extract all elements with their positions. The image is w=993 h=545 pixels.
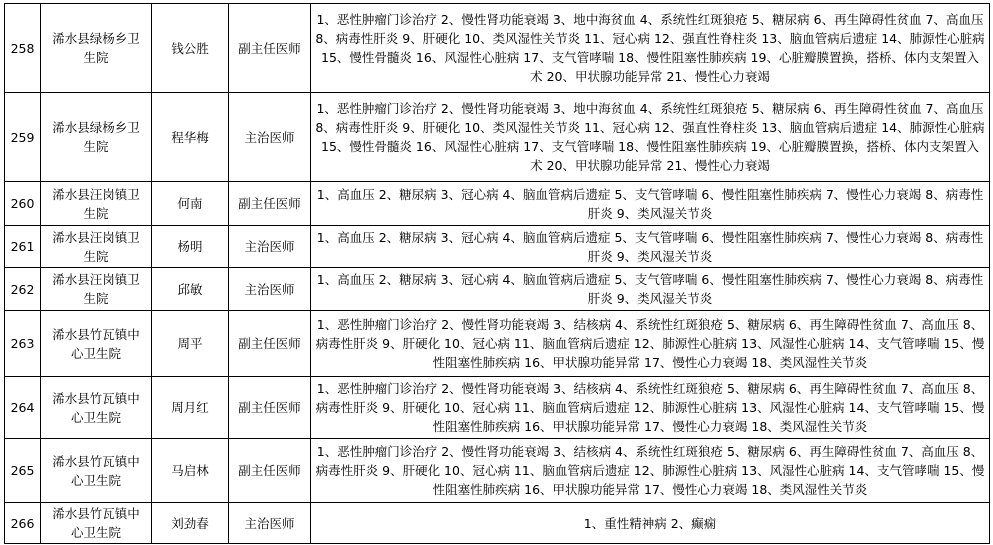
table-row: [5, 93, 990, 182]
table-row: [5, 226, 990, 268]
hospital-name: 浠水县绿杨乡卫生院: [41, 93, 152, 182]
hospital-name: 浠水县汪岗镇卫生院: [41, 226, 152, 268]
hospital-name: 浠水县汪岗镇卫生院: [41, 182, 152, 226]
specialty-list: 1、高血压 2、糖尿病 3、冠心病 4、脑血管病后遗症 5、支气管哮喘 6、慢性阻塞性肺疾病 7、慢性心力衰竭 8、病毒性肝炎 9、类风湿关节炎: [311, 182, 990, 226]
doctor-title: 副主任医师: [229, 377, 311, 439]
hospital-name: 浠水县竹瓦镇中心卫生院: [41, 439, 152, 503]
table-row: [5, 503, 990, 544]
hospital-name: 浠水县竹瓦镇中心卫生院: [41, 503, 152, 544]
row-number: 262: [5, 268, 41, 311]
hospital-name: 浠水县竹瓦镇中心卫生院: [41, 377, 152, 439]
table-row: [5, 439, 990, 503]
specialty-list: 1、恶性肿瘤门诊治疗 2、慢性肾功能衰竭 3、结核病 4、系统性红斑狼疮 5、糖尿病 6、再生障碍性贫血 7、高血压 8、病毒性肝炎 9、肝硬化 10、冠心病 11、脑血管病后遗症 12、肺源性心脏病 13、风湿性心脏病 14、支气管哮喘 15、慢性阻塞性肺疾病 16、甲状腺功能异常 17、慢性心力衰竭 18、类风湿性关节炎: [311, 377, 990, 439]
table-row: [5, 311, 990, 377]
table-row: [5, 4, 990, 93]
row-number: 263: [5, 311, 41, 377]
specialty-list: 1、恶性肿瘤门诊治疗 2、慢性肾功能衰竭 3、结核病 4、系统性红斑狼疮 5、糖尿病 6、再生障碍性贫血 7、高血压 8、病毒性肝炎 9、肝硬化 10、冠心病 11、脑血管病后遗症 12、肺源性心脏病 13、风湿性心脏病 14、支气管哮喘 15、慢性阻塞性肺疾病 16、甲状腺功能异常 17、慢性心力衰竭 18、类风湿性关节炎: [311, 439, 990, 503]
doctor-title: 主治医师: [229, 503, 311, 544]
doctor-name: 刘劲春: [152, 503, 229, 544]
doctor-title: 副主任医师: [229, 4, 311, 93]
row-number: 264: [5, 377, 41, 439]
doctor-title: 副主任医师: [229, 182, 311, 226]
hospital-name: 浠水县绿杨乡卫生院: [41, 4, 152, 93]
doctor-name: 马启林: [152, 439, 229, 503]
specialty-list: 1、恶性肿瘤门诊治疗 2、慢性肾功能衰竭 3、结核病 4、系统性红斑狼疮 5、糖尿病 6、再生障碍性贫血 7、高血压 8、病毒性肝炎 9、肝硬化 10、冠心病 11、脑血管病后遗症 12、肺源性心脏病 13、风湿性心脏病 14、支气管哮喘 15、慢性阻塞性肺疾病 16、甲状腺功能异常 17、慢性心力衰竭 18、类风湿性关节炎: [311, 311, 990, 377]
doctor-table: [4, 3, 990, 544]
specialty-list: 1、高血压 2、糖尿病 3、冠心病 4、脑血管病后遗症 5、支气管哮喘 6、慢性阻塞性肺疾病 7、慢性心力衰竭 8、病毒性肝炎 9、类风湿关节炎: [311, 226, 990, 268]
table-row: [5, 268, 990, 311]
doctor-name: 杨明: [152, 226, 229, 268]
doctor-title: 主治医师: [229, 268, 311, 311]
doctor-name: 何南: [152, 182, 229, 226]
hospital-name: 浠水县汪岗镇卫生院: [41, 268, 152, 311]
doctor-name: 邱敏: [152, 268, 229, 311]
table-row: [5, 377, 990, 439]
row-number: 266: [5, 503, 41, 544]
row-number: 259: [5, 93, 41, 182]
doctor-title: 主治医师: [229, 93, 311, 182]
row-number: 265: [5, 439, 41, 503]
table-row: [5, 182, 990, 226]
doctor-title: 副主任医师: [229, 439, 311, 503]
doctor-name: 周月红: [152, 377, 229, 439]
specialty-list: 1、恶性肿瘤门诊治疗 2、慢性肾功能衰竭 3、地中海贫血 4、系统性红斑狼疮 5、糖尿病 6、再生障碍性贫血 7、高血压 8、病毒性肝炎 9、肝硬化 10、类风湿性关节炎 11、冠心病 12、强直性脊柱炎 13、脑血管病后遗症 14、肺源性心脏病 15、慢性骨髓炎 16、风湿性心脏病 17、支气管哮喘 18、慢性阻塞性肺疾病 19、心脏瓣膜置换，搭桥、体内支架置入术 20、甲状腺功能异常 21、慢性心力衰竭: [311, 4, 990, 93]
doctor-name: 钱公胜: [152, 4, 229, 93]
doctor-title: 主治医师: [229, 226, 311, 268]
doctor-name: 周平: [152, 311, 229, 377]
row-number: 261: [5, 226, 41, 268]
doctor-name: 程华梅: [152, 93, 229, 182]
doctor-title: 副主任医师: [229, 311, 311, 377]
specialty-list: 1、恶性肿瘤门诊治疗 2、慢性肾功能衰竭 3、地中海贫血 4、系统性红斑狼疮 5、糖尿病 6、再生障碍性贫血 7、高血压 8、病毒性肝炎 9、肝硬化 10、类风湿性关节炎 11、冠心病 12、强直性脊柱炎 13、脑血管病后遗症 14、肺源性心脏病 15、慢性骨髓炎 16、风湿性心脏病 17、支气管哮喘 18、慢性阻塞性肺疾病 19、心脏瓣膜置换，搭桥、体内支架置入术 20、甲状腺功能异常 21、慢性心力衰竭: [311, 93, 990, 182]
specialty-list: 1、高血压 2、糖尿病 3、冠心病 4、脑血管病后遗症 5、支气管哮喘 6、慢性阻塞性肺疾病 7、慢性心力衰竭 8、病毒性肝炎 9、类风湿关节炎: [311, 268, 990, 311]
row-number: 260: [5, 182, 41, 226]
hospital-name: 浠水县竹瓦镇中心卫生院: [41, 311, 152, 377]
specialty-list: 1、重性精神病 2、癫痫: [311, 503, 990, 544]
row-number: 258: [5, 4, 41, 93]
